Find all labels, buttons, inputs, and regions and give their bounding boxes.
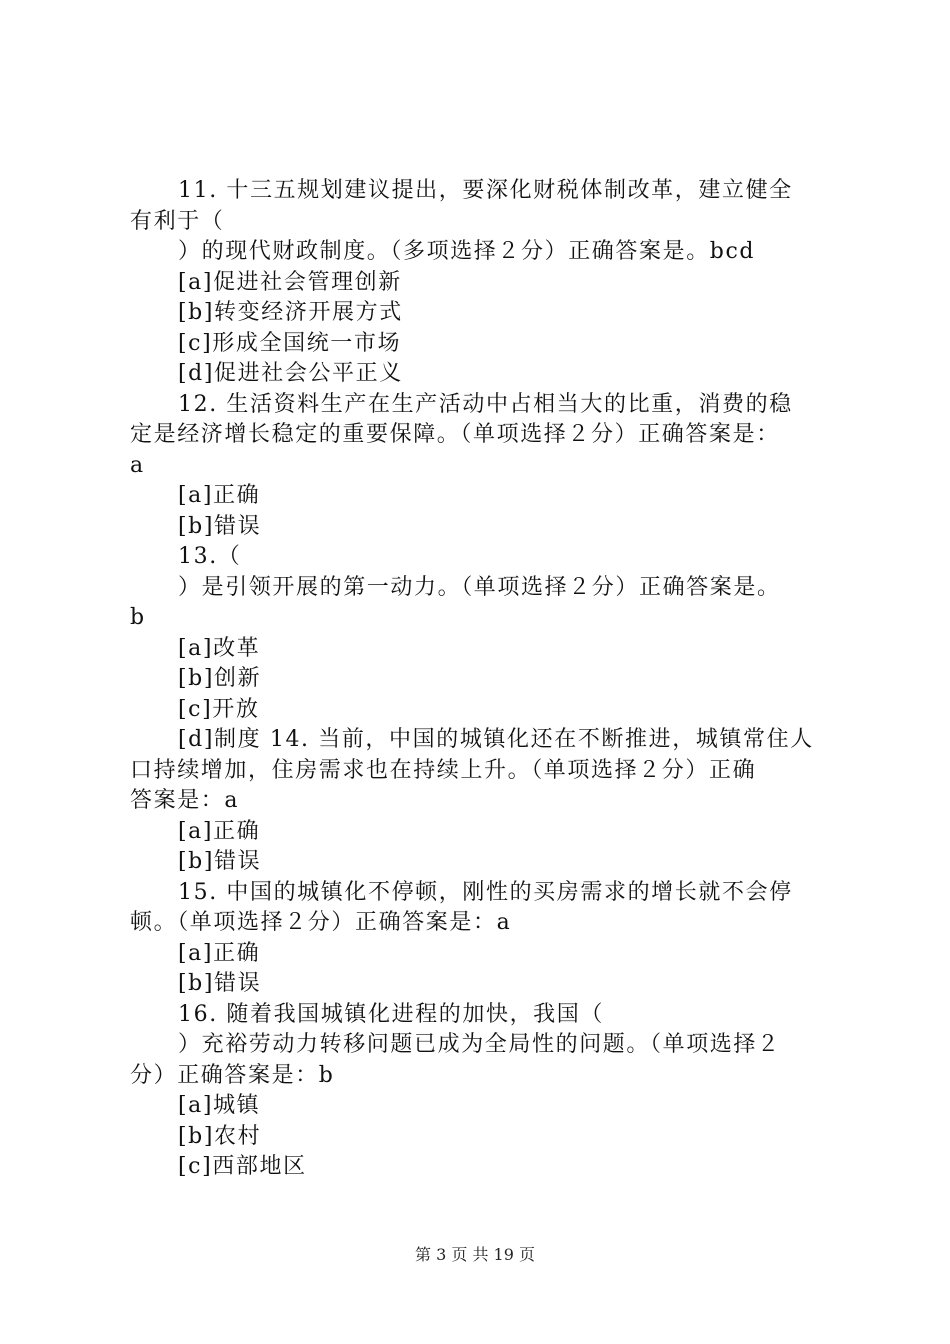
question-14-option-a: [a]正确 [178,818,261,844]
question-13-line-3: b [130,605,146,630]
question-13-option-a: [a]改革 [178,635,261,661]
question-11-option-a: [a]促进社会管理创新 [178,269,402,295]
question-15-line-2: 顿。（单项选择２分）正确答案是：a [130,910,512,935]
question-14-line-3: 答案是：a [130,788,240,813]
question-14-option-b: [b]错误 [178,849,262,874]
question-13-option-d-and-question-14-line-1: [d]制度 14. 当前，中国的城镇化还在不断推进，城镇常住人 [178,727,814,752]
question-12-option-b: [b]错误 [178,513,262,539]
question-11-option-c: [c]形成全国统一市场 [178,330,402,356]
question-12-option-a: [a]正确 [178,483,261,508]
question-11-line-2: 有利于（ [130,208,225,234]
question-12-line-3: a [130,452,145,478]
document-body [130,176,830,1183]
question-11-line-1: 11. 十三五规划建议提出，要深化财税体制改革，建立健全 [178,178,793,203]
question-16-line-1: 16. 随着我国城镇化进程的加快，我国（ [178,1001,604,1027]
question-14-line-2: 口持续增加，住房需求也在持续上升。（单项选择２分）正确 [130,757,757,783]
question-16-option-c: [c]西部地区 [178,1154,307,1179]
question-15-option-b: [b]错误 [178,971,262,996]
question-11-option-b: [b]转变经济开展方式 [178,300,403,325]
question-13-option-c: [c]开放 [178,696,260,722]
question-13-line-1: 13.（ [178,544,242,569]
question-16-option-a: [a]城镇 [178,1093,261,1118]
question-13-option-b: [b]创新 [178,666,262,691]
question-15-option-a: [a]正确 [178,940,261,966]
question-12-line-2: 定是经济增长稳定的重要保障。（单项选择２分）正确答案是： [130,422,780,447]
question-11-option-d: [d]促进社会公平正义 [178,361,403,386]
question-12-line-1: 12. 生活资料生产在生产活动中占相当大的比重，消费的稳 [178,391,793,417]
question-16-option-b: [b]农村 [178,1123,262,1149]
question-16-line-3: 分）正确答案是：b [130,1062,335,1088]
question-11-line-3: ）的现代财政制度。（多项选择２分）正确答案是。bcd [178,239,756,264]
question-15-line-1: 15. 中国的城镇化不停顿，刚性的买房需求的增长就不会停 [178,879,793,905]
page-number-footer: 第 3 页 共 19 页 [415,1245,535,1264]
question-13-line-2: ）是引领开展的第一动力。（单项选择２分）正确答案是。 [178,574,781,600]
question-16-line-2: ）充裕劳动力转移问题已成为全局性的问题。（单项选择２ [178,1032,781,1057]
